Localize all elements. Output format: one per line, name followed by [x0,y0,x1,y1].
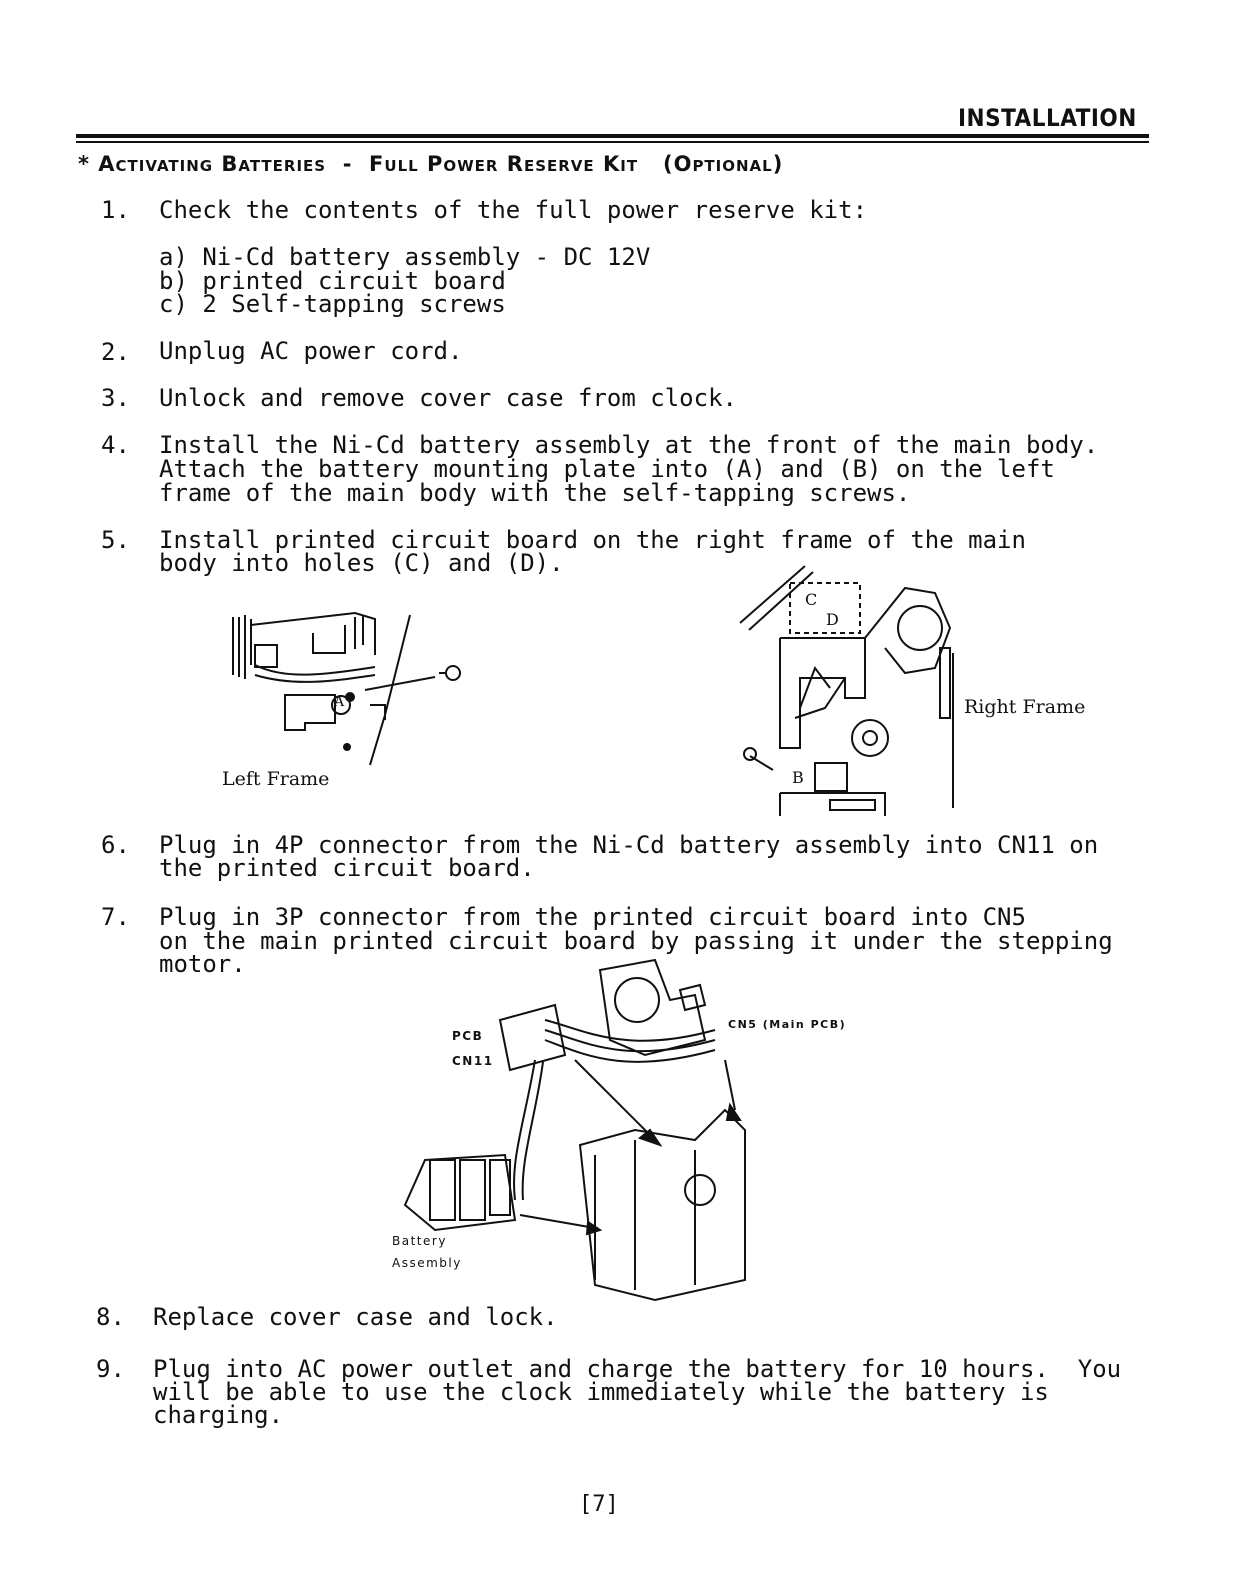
cn11-label: CN11 [452,1054,494,1068]
section-title: * Activating Batteries - Full Power Reserve Kit (Optional) [78,152,784,176]
step-text-line: on the main printed circuit board by passing it under the stepping [159,927,1113,955]
step-number: 6. [101,831,130,859]
left-frame-caption: Left Frame [222,768,330,790]
step-text-line: charging. [153,1401,284,1429]
step-text-line: Install the Ni-Cd battery assembly at the front of the main body. [159,431,1099,459]
right-frame-caption: Right Frame [964,696,1086,718]
battery-label: Battery [392,1234,447,1248]
step-number: 2. [101,338,130,366]
left-frame-illustration [225,605,475,780]
step-text-line: the printed circuit board. [159,854,535,882]
step-number: 1. [101,196,130,224]
step-number: 3. [101,384,130,412]
step-number: 5. [101,526,130,554]
step-text-line: will be able to use the clock immediately while the battery is [153,1378,1049,1406]
marker-c: C [805,590,818,609]
header-rule-thick [76,134,1149,138]
step-text-line: Plug in 4P connector from the Ni-Cd battery assembly into CN11 on [159,831,1099,859]
step-text-line: body into holes (C) and (D). [159,549,564,577]
step-text: Check the contents of the full power reserve kit: [159,196,868,224]
step-text-line: Plug into AC power outlet and charge the battery for 10 hours. You [153,1355,1122,1383]
step-text-line: motor. [159,950,246,978]
step-text-line: frame of the main body with the self-tapping screws. [159,479,911,507]
step-text-line: Attach the battery mounting plate into (A) and (B) on the left [159,455,1055,483]
step-number: 8. [96,1303,125,1331]
step-text: Replace cover case and lock. [153,1303,558,1331]
page-number: [7] [579,1492,619,1517]
step-text-line: Plug in 3P connector from the printed circuit board into CN5 [159,903,1026,931]
marker-b: B [792,768,804,787]
kit-item: b) printed circuit board [159,267,506,295]
page-header-title: INSTALLATION [958,104,1137,132]
kit-item: a) Ni-Cd battery assembly - DC 12V [159,243,651,271]
header-rule-thin [76,141,1149,143]
right-frame-illustration [735,558,960,820]
kit-item: c) 2 Self-tapping screws [159,290,506,318]
marker-d: D [826,610,839,629]
step-text: Unlock and remove cover case from clock. [159,384,737,412]
cn5-label: CN5 (Main PCB) [728,1018,847,1031]
pcb-label: PCB [452,1029,484,1043]
step-number: 4. [101,431,130,459]
step-text: Unplug AC power cord. [159,337,463,365]
step-number: 7. [101,903,130,931]
marker-a: A [334,694,345,710]
step-text-line: Install printed circuit board on the right frame of the main [159,526,1026,554]
assembly-label: Assembly [392,1256,462,1270]
step-number: 9. [96,1355,125,1383]
